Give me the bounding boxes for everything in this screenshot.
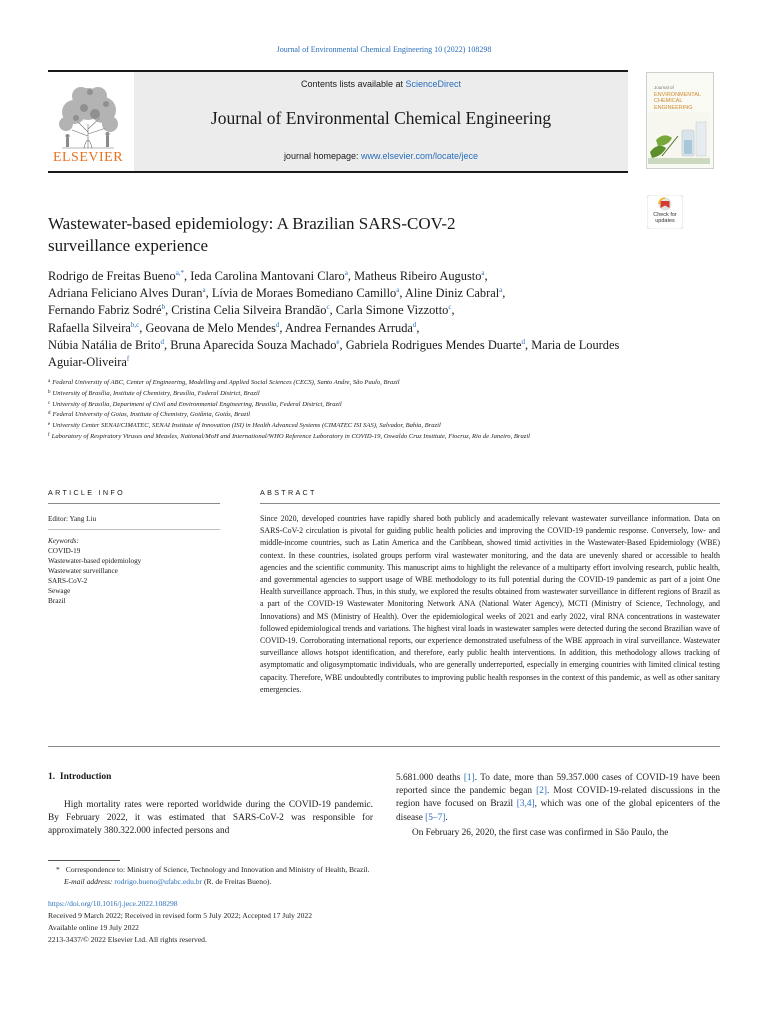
- author-name[interactable]: Gabriela Rodrigues Mendes Duarte: [345, 337, 522, 352]
- contents-line: [134, 79, 628, 89]
- journal-cover-title: [654, 85, 710, 111]
- email-link[interactable]: rodrigo.bueno@ufabc.edu.br: [114, 877, 203, 886]
- author-affiliation-mark[interactable]: d: [160, 337, 165, 346]
- author-affiliation-mark[interactable]: a: [344, 269, 348, 277]
- author-name[interactable]: Cristina Celia Silveira Brandão: [171, 303, 327, 318]
- check-label-line: updates: [655, 218, 675, 224]
- affiliation-text: University of Brasilia, Department of Civil and Environmental Engineering, Brasilia, Federal District, Brazil: [52, 400, 342, 408]
- affiliation-list: [48, 378, 638, 443]
- article-info-heading: ARTICLE INFO: [48, 488, 125, 497]
- keyword-item: COVID-19: [48, 547, 81, 555]
- author-affiliation-mark[interactable]: d: [275, 320, 280, 329]
- author-name[interactable]: Rodrigo de Freitas Bueno: [48, 269, 176, 283]
- article-title: [48, 213, 608, 257]
- affiliation-mark: d: [48, 411, 51, 417]
- affiliation-mark: a: [48, 379, 51, 384]
- intro-right-paragraph-2: On February 26, 2020, the first case was confirmed in São Paulo, the: [412, 828, 669, 838]
- author-name[interactable]: Adriana Feliciano Alves Duran: [48, 286, 203, 301]
- author-name[interactable]: Lívia de Moraes Bomediano Camillo: [211, 286, 397, 301]
- cover-title-line: Journal of: [654, 85, 674, 90]
- author-name[interactable]: Carla Simone Vizzotto: [335, 303, 449, 318]
- copyright-line: 2213-3437/© 2022 Elsevier Ltd. All rights reserved.: [48, 935, 207, 944]
- intro-text: 5.681.000 deaths: [396, 773, 464, 783]
- keyword-item: Wastewater surveillance: [48, 567, 118, 575]
- affiliation-text: Federal University of ABC, Center of Engineering, Modelling and Applied Social Sciences (CECS), Santo Andre, São Paulo, Brazil: [52, 379, 400, 386]
- affiliation-mark: c: [48, 400, 51, 406]
- article-info-rule: [48, 503, 220, 504]
- intro-text: , which was one of the global epicenters of the disease: [396, 799, 720, 823]
- affiliation-mark: b: [48, 389, 51, 395]
- footnote-rule: [48, 860, 120, 861]
- keyword-item: Sewage: [48, 587, 71, 595]
- author-name[interactable]: Rafaella Silveira: [48, 320, 131, 335]
- affiliation-text: Federal University of Goias, Institute of Chemistry, Goiânia, Goiás, Brazil: [52, 411, 251, 419]
- cover-title-line: CHEMICAL: [654, 98, 683, 104]
- intro-right-paragraph: [396, 772, 720, 825]
- available-online: Available online 19 July 2022: [48, 923, 139, 932]
- cover-title-line: ENVIRONMENTAL: [654, 91, 701, 98]
- section-heading: [48, 772, 111, 782]
- intro-text: . Most COVID-19-related discussions in the region have focused on Brazil: [396, 786, 720, 810]
- keyword-item: SARS-CoV-2: [48, 577, 88, 585]
- affiliation-text: Laboratory of Respiratory Viruses and Measles, National/MoH and International/WHO Reference Laboratory in COVID-19, Oswaldo Cruz Institute, Fiocruz, Rio de Janeiro, Brazil: [51, 432, 530, 440]
- author-affiliation-mark[interactable]: f: [126, 355, 130, 364]
- author-affiliation-mark[interactable]: a: [202, 286, 206, 295]
- running-head[interactable]: Journal of Environmental Chemical Engineering 10 (2022) 108298: [276, 45, 492, 54]
- section-number: 1.: [48, 772, 56, 782]
- affiliation-mark: e: [48, 422, 51, 428]
- affiliation-text: University of Brasília, Institute of Chemistry, Brasília, Federal District, Brazil: [52, 389, 260, 397]
- affiliation-item: [48, 389, 638, 400]
- author-affiliation-mark[interactable]: d: [521, 337, 526, 346]
- email-footnote: [64, 876, 720, 888]
- affiliation-mark: f: [48, 432, 50, 438]
- doi-link[interactable]: https://doi.org/10.1016/j.jece.2022.108298: [48, 899, 178, 908]
- email-suffix: (R. de Freitas Bueno).: [204, 877, 272, 886]
- author-affiliation-mark[interactable]: a: [481, 269, 485, 277]
- intro-text: . To date, more than 59.357.000 cases of COVID-19 have been reported since the pandemic began: [396, 773, 720, 797]
- author-affiliation-mark[interactable]: a: [396, 286, 400, 295]
- author-name[interactable]: Matheus Ribeiro Augusto: [354, 269, 482, 283]
- title-line: Wastewater-based epidemiology: A Brazilian SARS-COV-2: [48, 214, 456, 233]
- author-name[interactable]: Maria de Lourdes Aguiar-Oliveira: [48, 337, 620, 370]
- correspondence-footnote: [48, 864, 720, 876]
- section-title: Introduction: [59, 772, 112, 782]
- author-name[interactable]: Aline Diniz Cabral: [404, 286, 500, 301]
- abstract-text: Since 2020, developed countries have rapidly shared both publicly and academically relevant wastewater surveillance information. Data on SARS-CoV-2 circulation is pivotal for guiding public health policies and improving the COVID-19 pandemic response. Conversely, low- and middle-income countries, such as Latin America and the Caribbean, showed timid activities in the Wastewater-Based Epidemiology (WBE) context. In these countries, isolated groups perform viral wastewater monitoring, and the data are unevenly shared or accessible to health agencies and the scientific community. This manuscript aims to highlight the relevance of a multiparty effort involving research, public health, and governmental agencies to support usage of WBE methodology to its full potential during the COVID-19 pandemic as part of a joint One Health surveillance approach. Thus, in this study, we explored the results obtained from wastewater surveillance in different regions of Brazil as a part of the COVID-19 Wastewater Monitoring Network ANA (National Water Agency), MCTI (Ministry of Science, Technology, and Innovations) and MS (Ministry of Health). Over the epidemiological weeks of 2021 and early 2022, viral RNA concentrations in wastewater followed epidemiological trends and variations. The highest viral loads in wastewater samples were detected during the second Brazilian wave of COVID-19. Corroborating international reports, our experience demonstrated usefulness of the WBE approach in viral surveillance. Wastewater surveillance allows hotspot identification, and therefore, early public health interventions. In addition, this methodology allows tracking of asymptomatic and oligosymptomatic individuals, who are generally underreported, especially in emerging countries with limited clinical testing capacity. Therefore, WBE undoubtedly contributes to improving public health responses in the context of this pandemic, as well as other sanitary emergencies.: [260, 514, 720, 694]
- keyword-item: Wastewater-based epidemiology: [48, 557, 142, 565]
- author-name[interactable]: Núbia Natália de Brito: [48, 337, 161, 352]
- check-for-updates-label: [645, 212, 685, 224]
- intro-text: .: [445, 812, 448, 823]
- abstract-top-rule: [260, 503, 720, 504]
- keywords-label: Keywords:: [48, 537, 79, 545]
- author-list: Rodrigo de Freitas Bueno$^{a,*}$, Ieda Carolina Mantovani Claro$^a$, Matheus Ribeiro Augusto$^a$, Adriana Feliciano Alves Duran$^a$, Lívia de Moraes Bomediano Camillo$^a$, Aline Diniz Cabral$^a$, Fernando Fabriz Sodré$^b$, Cristina Celia Silveira Brandão$^c$, Carla Simone Vizzotto$^c$, Rafaella Silveira$^{b,c}$, Geovana de Melo Mendes$^d$, Andrea Fernandes Arruda$^d$, Núbia Natália de Brito$^d$, Bruna Aparecida Souza Machado$^e$, Gabriela Rodrigues Mendes Duarte$^d$, Maria de Lourdes Aguiar-Oliveira$^f$: [48, 269, 620, 370]
- abstract-bottom-rule: [48, 746, 720, 747]
- email-label: E-mail address:: [64, 877, 113, 886]
- author-name[interactable]: Andrea Fernandes Arruda: [284, 320, 413, 335]
- abstract-heading: ABSTRACT: [260, 488, 317, 497]
- affiliation-text: University Center SENAI/CIMATEC, SENAI Institute of Innovation (ISI) in Health Advanced Systems (CIMATEC ISI SAS), Salvador, Bahia, Brazil: [52, 422, 441, 430]
- homepage-line: [134, 151, 628, 161]
- contents-prefix: Contents lists available at: [300, 79, 406, 89]
- author-affiliation-mark[interactable]: a: [499, 286, 503, 295]
- affiliation-item: [48, 421, 638, 432]
- affiliation-item: [48, 378, 638, 389]
- title-line: surveillance experience: [48, 236, 208, 255]
- correspondence-mark: *: [56, 865, 60, 874]
- keywords-block: [48, 536, 220, 606]
- author-name[interactable]: Bruna Aparecida Souza Machado: [170, 337, 337, 352]
- author-affiliation-mark[interactable]: c: [326, 303, 330, 312]
- reference-link[interactable]: [2]: [536, 786, 547, 797]
- cover-title-line: ENGINEERING: [654, 104, 693, 111]
- intro-left-paragraph: High mortality rates were reported worldwide during the COVID-19 pandemic. By February 2022, it was estimated that SARS-CoV-2 was responsible for approximately 380.322.000 infected persons and: [48, 800, 373, 837]
- affiliation-item: [48, 410, 638, 421]
- sciencedirect-link[interactable]: ScienceDirect: [405, 79, 462, 89]
- homepage-prefix: journal homepage:: [283, 151, 361, 161]
- journal-name: Journal of Environmental Chemical Engineering: [210, 108, 552, 128]
- author-name[interactable]: Fernando Fabriz Sodré: [48, 303, 162, 318]
- author-name[interactable]: Ieda Carolina Mantovani Claro: [190, 269, 345, 283]
- author-affiliation-mark[interactable]: a,*: [175, 269, 185, 277]
- author-name[interactable]: Geovana de Melo Mendes: [145, 320, 276, 335]
- correspondence-text: Correspondence to: Ministry of Science, Technology and Innovation and Ministry of Health, Brazil.: [65, 865, 370, 874]
- author-affiliation-mark[interactable]: e: [336, 337, 340, 346]
- editor-line: Editor: Yang Liu: [48, 515, 97, 523]
- affiliation-item: [48, 432, 638, 443]
- homepage-link[interactable]: www.elsevier.com/locate/jece: [361, 151, 479, 161]
- check-label-line: Check for: [653, 212, 677, 218]
- reference-link[interactable]: [1]: [463, 773, 475, 783]
- masthead-bottom-rule: [48, 171, 628, 173]
- author-affiliation-mark[interactable]: b: [161, 303, 166, 312]
- author-affiliation-mark[interactable]: b,c: [130, 320, 140, 329]
- author-affiliation-mark[interactable]: c: [448, 303, 452, 312]
- author-affiliation-mark[interactable]: d: [412, 320, 417, 329]
- cover-image: [648, 112, 710, 164]
- reference-link[interactable]: [5–7]: [425, 812, 446, 823]
- editor-rule: [48, 529, 220, 530]
- reference-link[interactable]: [3,4]: [516, 799, 535, 810]
- keyword-item: Brazil: [48, 597, 66, 605]
- elsevier-wordmark: ELSEVIER: [52, 150, 124, 165]
- affiliation-item: [48, 400, 638, 411]
- received-dates: Received 9 March 2022; Received in revised form 5 July 2022; Accepted 17 July 2022: [48, 911, 313, 920]
